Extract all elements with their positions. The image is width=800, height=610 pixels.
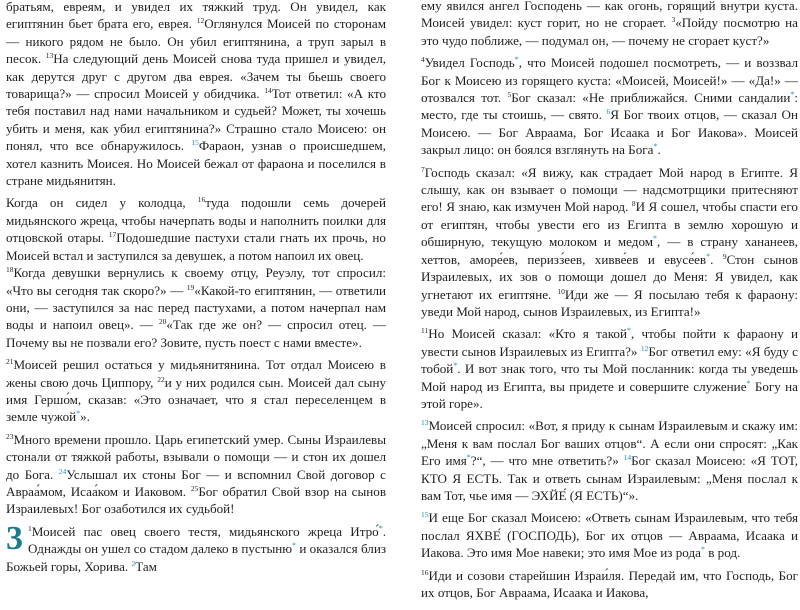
verse-number: 9 xyxy=(722,251,727,261)
verse-number: 1 xyxy=(28,523,32,533)
verse-text: Моисей пас овец своего тестя, мидьянского жреца Итро́ xyxy=(31,523,379,539)
verse-text: , — в страну хананеев, хеттов, аморе́ев, перизз́еев, хивве́ев и евусе́ев xyxy=(421,234,799,267)
footnote-marker[interactable]: * xyxy=(700,545,705,555)
verse-text: и оказался близ Божьей горы, Хорива. xyxy=(6,541,386,574)
paragraph xyxy=(421,417,798,504)
verse-text: И еще Бог сказал Моисею: «Ответь сынам Израилевым, что тебя послал ЯХВЕ́ (ГОСПОДЬ), Бог их отцов — Авраама, Исаака и Иакова. Это имя Мое навеки; это имя Мое из рода xyxy=(421,510,798,561)
verse-text: , что Моисей подошел посмотреть, — и воззвал Бог к Моисею из горящего куста: «Моисей, Моисей!» — «Да!» — отозвался тот. xyxy=(421,55,798,106)
verse-text: Бог сказал Моисею: «Я ТОТ, КТО Я ЕСТЬ. Так и ответь сынам Израилевым: „Меня послал к вам Тот, чье имя — ЭХЙЕ́ (Я ЕСТЬ)“». xyxy=(421,453,798,503)
paragraph xyxy=(6,356,386,426)
verse-text: Богу на этой горе». xyxy=(421,378,798,411)
verse-number: 18 xyxy=(6,265,14,275)
verse-number: 14 xyxy=(264,86,272,96)
verse-text: Стон сынов Израилевых, их зов о помощи дошел до Меня: Я увидел, как угнетают их египтяне. xyxy=(421,251,798,302)
paragraph xyxy=(421,54,798,158)
footnote-marker[interactable]: * xyxy=(790,90,795,100)
verse-number: 19 xyxy=(186,282,195,292)
verse-text: «Пойду посмотрю на это чудо поближе, — подумал он, — почему не сгорает куст?» xyxy=(421,15,798,48)
verse-number: 22 xyxy=(157,374,165,384)
paragraph xyxy=(421,567,798,602)
verse-text: Увидел Господь xyxy=(424,55,515,71)
verse-number: 17 xyxy=(108,230,117,240)
verse-text: Фараон, узнав о происшедшем, хотел казнить Моисея. Но Моисей бежал от фараона и поселился в стране мидьянитян. xyxy=(6,138,386,189)
verse-text: ему явился ангел Господень — как огонь, горящий внутри куста. Моисей увидел: куст горит, но не сгорает. xyxy=(421,0,798,31)
verse-number: 16 xyxy=(197,195,206,205)
footnote-marker[interactable]: * xyxy=(76,409,81,419)
paragraph xyxy=(6,519,386,575)
paragraph xyxy=(6,0,386,189)
verse-text: . xyxy=(710,251,723,267)
verse-text: Но Моисей сказал: «Кто я такой xyxy=(428,326,627,342)
verse-text: Много времени прошло. Царь египетский умер. Сыны Израилевы стонали от тяжкой работы, взывали о помощи — и стон их дошел до Бога. xyxy=(6,431,386,482)
verse-text: ?“, — что мне ответить?» xyxy=(470,453,624,469)
verse-number-link[interactable]: 6 xyxy=(606,107,611,117)
footnote-marker[interactable]: * xyxy=(514,55,519,65)
verse-text: Я Бог твоих отцов, — сказал Он Моисею. — Бог Авраама, Бог Исаака и Бог Иакова». Моисей закрыл лицо: он боялся взглянуть на Бога xyxy=(421,107,798,158)
verse-text: Там xyxy=(135,558,157,574)
verse-text: Бог ответил ему: «Я буду с тобой xyxy=(421,343,798,377)
verse-number-link[interactable]: 24 xyxy=(58,466,67,476)
verse-text: Господь сказал: «Я вижу, как страдает Мой народ в Египте. Я слышу, как он взывает о помощи — надсмотрщики притесняют его! Я знаю, как измучен Мой народ. xyxy=(421,164,798,215)
verse-text: Бог сказал: «Не приближайся. Сними сандалии xyxy=(511,90,791,106)
verse-number: 3 xyxy=(671,15,676,25)
verse-text: . И вот знак того, что ты Мой посланник: когда ты уведешь Мой народ из Египта, вы придете и совершите служение xyxy=(421,361,798,394)
verse-number-link[interactable]: 15 xyxy=(191,138,199,148)
verse-text: Моисей спросил: «Вот, я приду к сынам Израилевым и скажу им: „Меня к вам послал Бог ваших отцов“. А если они спросят: „Как Его имя xyxy=(421,418,798,469)
right-column xyxy=(421,0,798,606)
verse-text: в род. xyxy=(704,545,741,561)
verse-number: 7 xyxy=(421,164,425,174)
verse-number: 23 xyxy=(6,431,14,441)
chapter-number: 3 xyxy=(6,519,23,557)
verse-text: : место, где ты стоишь, — свято. xyxy=(421,90,798,123)
verse-text: туда подошли семь дочерей мидьянского жреца, чтобы начерпать воды и наполнить поилки для отцовской отары. xyxy=(6,195,386,246)
verse-number: 25 xyxy=(190,483,199,493)
verse-text: «Какой-то египтянин, — ответили они, — заступился за нас перед пастухами, а потом начерпал нам воды и напоил овец». — xyxy=(6,282,386,333)
left-column xyxy=(6,0,386,580)
paragraph xyxy=(421,164,798,321)
footnote-marker[interactable]: * xyxy=(292,541,297,551)
paragraph xyxy=(6,431,386,518)
verse-number: 8 xyxy=(631,199,636,209)
verse-text: , чтобы пойти к фараону и увести сынов Израилевых из Египта?» xyxy=(421,326,798,359)
verse-text: ». xyxy=(80,409,90,425)
footnote-marker[interactable]: * xyxy=(746,378,751,388)
verse-number: 4 xyxy=(421,55,425,65)
verse-text: Оглянулся Моисей по сторонам — никого рядом не было. Он убил египтянина, а труп зарыл в песок. xyxy=(6,16,386,67)
verse-number: 16 xyxy=(421,567,429,577)
footnote-marker[interactable]: * xyxy=(466,453,471,463)
paragraph xyxy=(6,264,386,351)
verse-text: Моисей решил остаться у мидьянитянина. Тот отдал Моисею в жены свою дочь Циппору, xyxy=(6,357,386,390)
verse-number-link[interactable]: 15 xyxy=(421,510,429,520)
footnote-marker[interactable]: * xyxy=(653,234,658,244)
footnote-marker[interactable]: * xyxy=(378,523,383,533)
verse-text: Подошедшие пастухи стали гнать их прочь, но Моисей встал и заступился за девушек, а потом напоил их овец. xyxy=(6,230,386,263)
paragraph xyxy=(421,325,798,412)
paragraph xyxy=(421,509,798,561)
verse-number-link[interactable]: 13 xyxy=(421,418,429,428)
footnote-marker[interactable]: * xyxy=(653,142,658,152)
verse-text: Когда он сидел у колодца, xyxy=(6,195,198,211)
verse-text: братьям, евреям, и увидел их тяжкий труд. Он увидел, как египтянин бьет брата его, еврея. xyxy=(6,0,386,32)
verse-number: 21 xyxy=(6,357,14,367)
footnote-marker[interactable]: * xyxy=(706,251,711,261)
verse-text: . Однажды он ушел со стадом далеко в пустыню xyxy=(28,523,386,557)
verse-number: 10 xyxy=(557,286,565,296)
verse-number: 11 xyxy=(421,326,429,336)
verse-text: . xyxy=(657,142,661,158)
verse-number: 20 xyxy=(158,317,167,327)
verse-text: Бог обратил Свой взор на сынов Израилевых! Бог озаботился их судьбой! xyxy=(6,483,387,517)
verse-number-link[interactable]: 2 xyxy=(131,558,136,568)
verse-text: На следующий день Моисей снова туда пришел и увидел, как дерутся друг с другом два еврея. «Зачем ты бьешь своего товарища?» — спросил Моисей у обидчика. xyxy=(6,51,386,102)
verse-text: Когда девушки вернулись к своему отцу, Реуэлу, тот спросил: «Что вы сегодня так скоро?» — xyxy=(6,265,386,298)
verse-number: 13 xyxy=(45,51,54,61)
verse-text: Иди и созови старейшин Израи́ля. Передай им, что Господь, Бог их отцов, Бог Авраама, Исаака и Иакова, xyxy=(421,567,798,600)
footnote-marker[interactable]: * xyxy=(453,361,458,371)
paragraph xyxy=(6,194,386,264)
footnote-marker[interactable]: * xyxy=(626,326,631,336)
verse-text: «Так где же он? — спросил отец. — Почему вы не позвали его? Зовите, пусть поест с нами вместе». xyxy=(6,317,386,350)
verse-number: 5 xyxy=(507,90,512,100)
verse-number: 12 xyxy=(196,16,205,26)
verse-text: Тот ответил: «А кто тебя поставил над нами начальником и судьей? Может, ты хочешь убить и меня, как убил египтянина?» Страшно стало Моисею: он понял, что все обнаружилось. xyxy=(6,86,386,154)
verse-text: Услышал их стоны Бог — и вспомнил Свой договор с Авраа́мом, Исаа́ком и Иаковом. xyxy=(6,466,386,499)
verse-text: и у них родился сын. Моисей дал сыну имя Гершо́м, сказав: «Это означает, что я стал переселенцем в земле чужой xyxy=(6,374,386,425)
paragraph xyxy=(421,0,798,49)
verse-text: И Я сошел, чтобы спасти его от египтян, чтобы увести его из Египта в землю хорошую и обширную, текущую молоком и медом xyxy=(421,199,798,250)
verse-number-link[interactable]: 12 xyxy=(640,343,649,353)
verse-text: Иди же — Я посылаю тебя к фараону: уведи Мой народ, сынов Израилевых, из Египта!» xyxy=(421,286,798,319)
verse-number-link[interactable]: 14 xyxy=(623,453,632,463)
